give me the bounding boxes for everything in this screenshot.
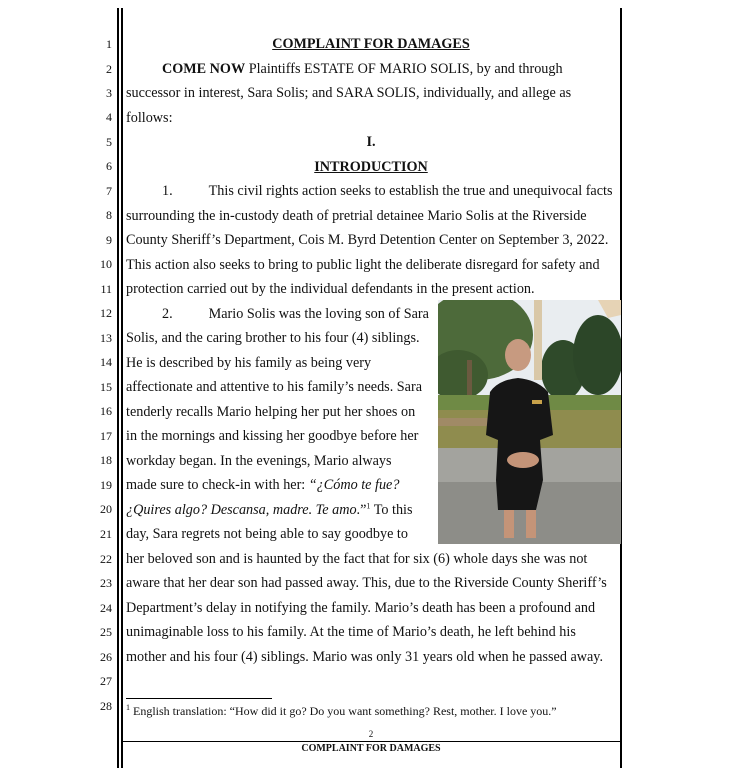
quote-close: .” [356, 502, 367, 518]
text-line-20 [126, 501, 413, 519]
line-number: 2 [106, 62, 112, 76]
footnote-reference[interactable]: 1 [366, 501, 371, 511]
line-number: 17 [100, 429, 112, 443]
line-number: 23 [100, 576, 112, 590]
line-number: 10 [100, 257, 112, 271]
text-line-23: aware that her dear son had passed away. This, due to the Riverside County Sheriff’s [126, 575, 607, 591]
text-line-12 [126, 305, 429, 323]
text-line-10: This action also seeks to bring to public light the deliberate disregard for safety and [126, 257, 600, 273]
text-line-25: unimaginable loss to his family. At the time of Mario’s death, he left behind his [126, 624, 576, 640]
text-line-22: her beloved son and is haunted by the fact that for six (6) whole days she was not [126, 551, 588, 567]
text-line-15: affectionate and attentive to his family’s needs. Sara [126, 379, 422, 395]
text-line-14: He is described by his family as being very [126, 355, 372, 371]
line-number: 7 [106, 184, 112, 198]
document-title: COMPLAINT FOR DAMAGES [272, 36, 470, 52]
line-number: 11 [100, 282, 112, 296]
text-line-11: protection carried out by the individual defendants in the present action. [126, 281, 535, 297]
text-line-8: surrounding the in-custody death of pretrial detainee Mario Solis at the Riverside [126, 208, 587, 224]
text-line-16: tenderly recalls Mario helping her put her shoes on [126, 404, 416, 420]
line-number: 16 [100, 404, 112, 418]
footnote [126, 704, 557, 718]
line-number: 4 [106, 110, 112, 124]
photo-mario-solis [438, 300, 621, 544]
line-number: 3 [106, 86, 112, 100]
line-number: 1 [106, 37, 112, 51]
section-number: I. [366, 134, 376, 150]
text-line-24: Department’s delay in notifying the family. Mario’s death has been a profound and [126, 600, 596, 616]
line-2-text: Plaintiffs ESTATE OF MARIO SOLIS, by and through [245, 61, 563, 77]
line-number: 5 [106, 135, 112, 149]
text-line-3: successor in interest, Sara Solis; and SARA SOLIS, individually, and allege as [126, 85, 572, 101]
text-line-4: follows: [126, 110, 173, 126]
line-19-text: made sure to check-in with her: [126, 477, 309, 493]
line-number: 13 [100, 331, 112, 345]
line-number: 12 [100, 306, 112, 320]
text-line-18: workday began. In the evenings, Mario always [126, 453, 392, 469]
line-number: 6 [106, 159, 112, 173]
footer-rule [122, 741, 620, 742]
line-number: 19 [100, 478, 112, 492]
line-number: 20 [100, 502, 112, 516]
line-number: 18 [100, 453, 112, 467]
footnote-text: English translation: “How did it go? Do you want something? Rest, mother. I love you.” [130, 704, 557, 718]
left-margin-line-outer [117, 8, 119, 768]
text-line-13: Solis, and the caring brother to his four (4) siblings. [126, 330, 420, 346]
line-7-text: This civil rights action seeks to establish the true and unequivocal facts [208, 183, 613, 199]
line-12-text: Mario Solis was the loving son of Sara [208, 306, 429, 322]
left-margin-line-inner [121, 8, 123, 768]
come-now-lead: COME NOW [162, 61, 246, 77]
line-number: 26 [100, 650, 112, 664]
line-20-text: To this [370, 502, 413, 518]
line-number: 27 [100, 674, 112, 688]
line-number: 25 [100, 625, 112, 639]
text-line-26: mother and his four (4) siblings. Mario was only 31 years old when he passed away. [126, 649, 604, 665]
paragraph-number: 1. [162, 183, 173, 199]
line-number: 9 [106, 233, 112, 247]
line-number: 8 [106, 208, 112, 222]
line-number: 21 [100, 527, 112, 541]
text-line-7 [126, 182, 613, 200]
text-line-19 [126, 476, 399, 494]
spanish-quote-1: “¿Cómo te fue? [308, 477, 400, 493]
line-number: 22 [100, 552, 112, 566]
line-number: 28 [100, 699, 112, 713]
spanish-quote-2: ¿Quires algo? Descansa, madre. Te amo [126, 502, 357, 518]
line-number: 14 [100, 355, 112, 369]
footer-title: COMPLAINT FOR DAMAGES [301, 743, 441, 754]
text-line-21: day, Sara regrets not being able to say goodbye to [126, 526, 408, 542]
text-line-2 [126, 60, 563, 78]
page-number: 2 [368, 729, 374, 739]
text-line-9: County Sheriff’s Department, Cois M. Byrd Detention Center on September 3, 2022. [126, 232, 609, 248]
footnote-marker: 1 [126, 703, 130, 712]
line-number: 15 [100, 380, 112, 394]
paragraph-number: 2. [162, 306, 173, 322]
section-title: INTRODUCTION [314, 159, 428, 175]
text-line-17: in the mornings and kissing her goodbye before her [126, 428, 419, 444]
line-number: 24 [100, 601, 112, 615]
footnote-separator [126, 698, 272, 699]
